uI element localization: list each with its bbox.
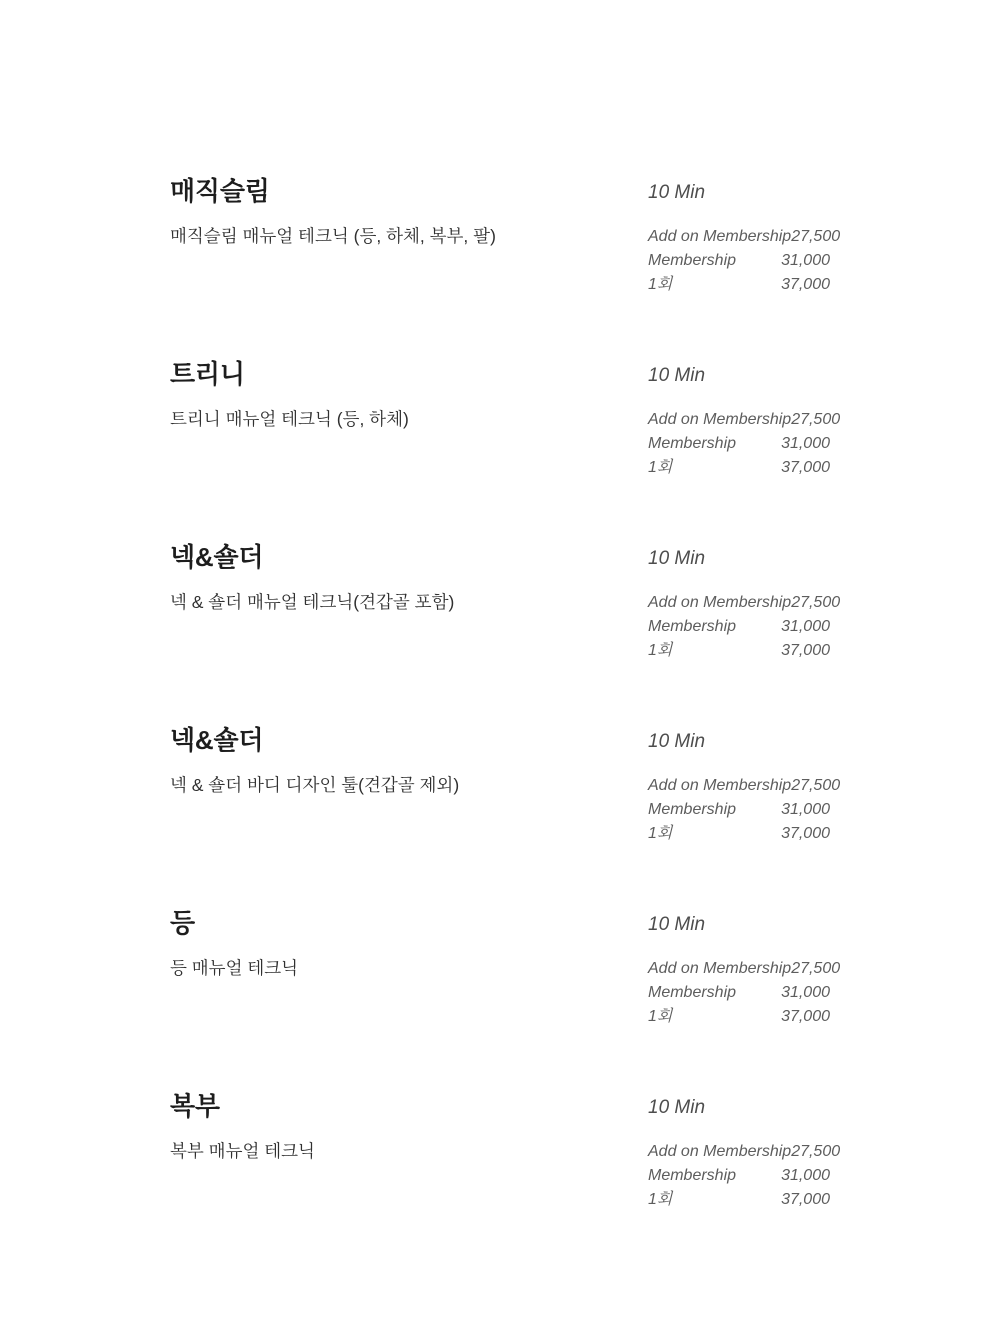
service-section: [0, 353, 1000, 536]
service-pricing-block: [648, 730, 841, 846]
price-value: 31,000: [781, 801, 830, 818]
price-value: 31,000: [781, 1167, 830, 1184]
price-label: 1회: [648, 1008, 673, 1025]
price-row-membership: [648, 432, 830, 456]
price-value: 31,000: [781, 618, 830, 635]
service-section: [0, 902, 1000, 1085]
price-row-single-session: [648, 639, 830, 663]
service-pricing-block: [648, 913, 841, 1029]
price-label: Membership: [648, 801, 737, 818]
price-row-single-session: [648, 822, 830, 846]
service-price-list: [0, 170, 1000, 1268]
price-rows: [648, 957, 841, 1029]
price-value: 27,500: [791, 411, 841, 428]
service-title: 넥&숄더: [170, 542, 264, 572]
price-row-single-session: [648, 273, 830, 297]
price-row-add-on-membership: [648, 1140, 841, 1164]
service-duration: 10 Min: [648, 548, 706, 569]
price-value: 37,000: [781, 1008, 830, 1025]
service-duration: 10 Min: [648, 914, 706, 935]
price-value: 37,000: [781, 1191, 830, 1208]
service-description: 트리니 매뉴얼 테크닉 (등, 하체): [170, 409, 409, 429]
price-value: 31,000: [781, 984, 830, 1001]
price-label: Membership: [648, 984, 737, 1001]
price-row-single-session: [648, 1005, 830, 1029]
service-section: [0, 1085, 1000, 1268]
service-duration: 10 Min: [648, 731, 706, 752]
service-duration: 10 Min: [648, 182, 706, 203]
service-pricing-block: [648, 181, 841, 297]
price-label: Membership: [648, 252, 737, 269]
service-title: 복부: [170, 1091, 220, 1121]
service-pricing-block: [648, 364, 841, 480]
price-row-membership: [648, 798, 830, 822]
service-pricing-block: [648, 547, 841, 663]
price-label: Membership: [648, 618, 737, 635]
price-value: 31,000: [781, 435, 830, 452]
price-label: Add on Membership: [648, 960, 792, 977]
service-description: 넥 & 숄더 매뉴얼 테크닉(견갑골 포함): [170, 592, 455, 612]
service-title: 매직슬림: [170, 176, 270, 206]
price-label: Add on Membership: [648, 777, 792, 794]
price-label: Add on Membership: [648, 1143, 792, 1160]
service-description: 등 매뉴얼 테크닉: [170, 958, 299, 978]
price-value: 37,000: [781, 825, 830, 842]
service-duration: 10 Min: [648, 365, 706, 386]
price-row-add-on-membership: [648, 591, 841, 615]
price-row-single-session: [648, 456, 830, 480]
price-label: Add on Membership: [648, 411, 792, 428]
price-label: 1회: [648, 642, 673, 659]
price-rows: [648, 408, 841, 480]
price-row-add-on-membership: [648, 957, 841, 981]
price-value: 27,500: [791, 228, 841, 245]
price-value: 27,500: [791, 594, 841, 611]
service-duration: 10 Min: [648, 1097, 706, 1118]
price-label: 1회: [648, 276, 673, 293]
price-rows: [648, 591, 841, 663]
service-description: 복부 매뉴얼 테크닉: [170, 1141, 315, 1161]
price-value: 31,000: [781, 252, 830, 269]
service-section: [0, 719, 1000, 902]
service-description: 넥 & 숄더 바디 디자인 툴(견갑골 제외): [170, 775, 460, 795]
service-section: [0, 536, 1000, 719]
price-row-add-on-membership: [648, 774, 841, 798]
price-value: 27,500: [791, 960, 841, 977]
price-value: 37,000: [781, 642, 830, 659]
price-rows: [648, 774, 841, 846]
price-value: 37,000: [781, 459, 830, 476]
price-row-membership: [648, 981, 830, 1005]
price-value: 37,000: [781, 276, 830, 293]
price-label: Membership: [648, 435, 737, 452]
price-label: Add on Membership: [648, 594, 792, 611]
price-row-single-session: [648, 1188, 830, 1212]
price-label: 1회: [648, 1191, 673, 1208]
service-title: 트리니: [170, 359, 245, 389]
price-row-membership: [648, 615, 830, 639]
price-label: 1회: [648, 825, 673, 842]
price-row-membership: [648, 1164, 830, 1188]
price-value: 27,500: [791, 1143, 841, 1160]
price-row-add-on-membership: [648, 408, 841, 432]
price-label: Add on Membership: [648, 228, 792, 245]
service-description: 매직슬림 매뉴얼 테크닉 (등, 하체, 복부, 팔): [170, 226, 496, 246]
service-pricing-block: [648, 1096, 841, 1212]
service-section: [0, 170, 1000, 353]
price-label: 1회: [648, 459, 673, 476]
price-row-membership: [648, 249, 830, 273]
price-rows: [648, 1140, 841, 1212]
service-title: 넥&숄더: [170, 725, 264, 755]
price-label: Membership: [648, 1167, 737, 1184]
price-rows: [648, 225, 841, 297]
price-value: 27,500: [791, 777, 841, 794]
price-row-add-on-membership: [648, 225, 841, 249]
service-title: 등: [170, 908, 195, 938]
